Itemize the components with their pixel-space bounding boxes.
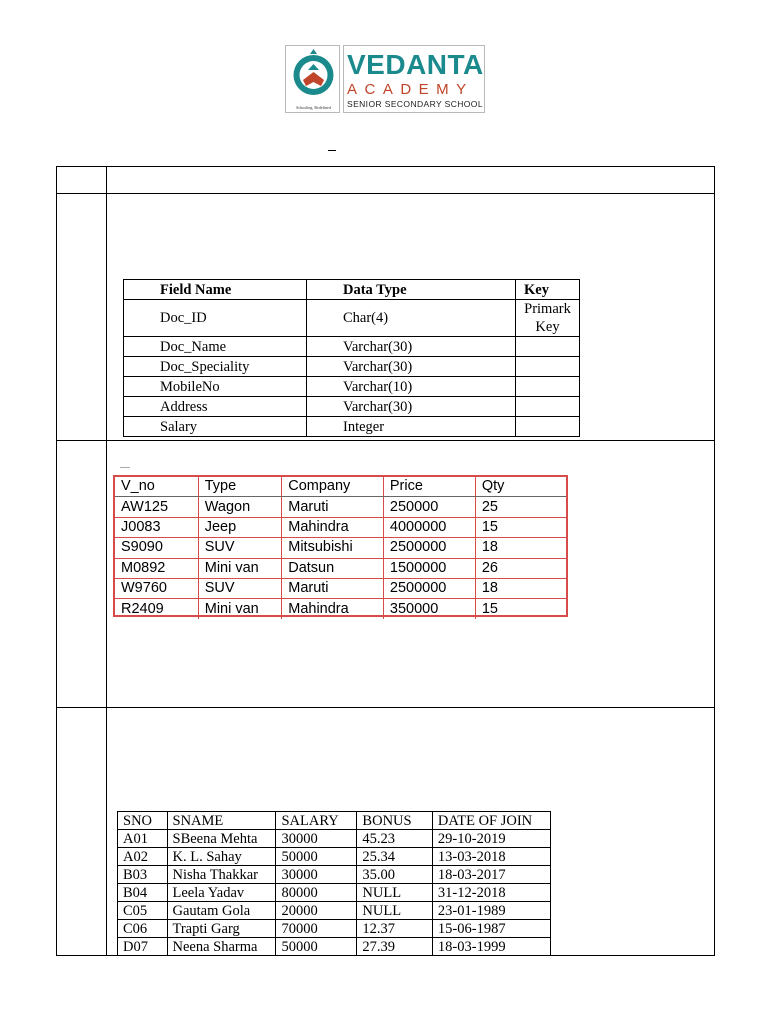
table-cell: 18-03-2017 — [432, 866, 550, 884]
table-cell: 4000000 — [383, 517, 475, 537]
table-cell: Gautam Gola — [167, 902, 276, 920]
table-cell: Varchar(30) — [307, 337, 516, 357]
table-row — [115, 599, 566, 619]
column-header: SNO — [118, 812, 168, 830]
table-cell: 1500000 — [383, 558, 475, 578]
table-row — [124, 357, 580, 377]
table-cell: SUV — [198, 578, 282, 598]
table-row — [118, 902, 551, 920]
table-cell: A02 — [118, 848, 168, 866]
table-header-row — [115, 477, 566, 497]
table-cell: Neena Sharma — [167, 938, 276, 956]
table-cell — [516, 417, 580, 437]
table-row — [124, 417, 580, 437]
table-cell: 23-01-1989 — [432, 902, 550, 920]
table-cell: C05 — [118, 902, 168, 920]
table-row — [118, 848, 551, 866]
table-row — [124, 300, 580, 337]
table-cell: Address — [124, 397, 307, 417]
table-header-row — [124, 280, 580, 300]
table-cell: 31-12-2018 — [432, 884, 550, 902]
grid-row-divider — [57, 707, 714, 708]
school-seal — [285, 45, 340, 113]
table-cell: AW125 — [115, 497, 198, 517]
table-cell: Wagon — [198, 497, 282, 517]
table-cell: 2500000 — [383, 578, 475, 598]
table-cell: SUV — [198, 538, 282, 558]
column-header: Price — [383, 477, 475, 497]
table-cell: S9090 — [115, 538, 198, 558]
column-header: Data Type — [307, 280, 516, 300]
table-cell: R2409 — [115, 599, 198, 619]
doctor-schema-table — [123, 279, 580, 437]
school-logo — [285, 45, 485, 113]
table-cell: 250000 — [383, 497, 475, 517]
column-header: BONUS — [357, 812, 432, 830]
table-cell: K. L. Sahay — [167, 848, 276, 866]
table-cell: M0892 — [115, 558, 198, 578]
table-cell: NULL — [357, 902, 432, 920]
table-cell: Primark Key — [516, 300, 580, 337]
school-type: SENIOR SECONDARY SCHOOL — [347, 99, 483, 109]
table-row — [115, 517, 566, 537]
table-cell: 18 — [475, 538, 566, 558]
table-cell: D07 — [118, 938, 168, 956]
column-header: SALARY — [276, 812, 357, 830]
table-row — [118, 866, 551, 884]
table-cell: 50000 — [276, 938, 357, 956]
table-row — [118, 920, 551, 938]
seal-caption: Schooling, Redefined — [296, 105, 331, 110]
table-cell: B04 — [118, 884, 168, 902]
table-cell: 2500000 — [383, 538, 475, 558]
table-cell: Mahindra — [282, 517, 384, 537]
table-cell: Maruti — [282, 497, 384, 517]
table-cell: 350000 — [383, 599, 475, 619]
seal-emblem-icon — [286, 46, 341, 106]
table-cell: MobileNo — [124, 377, 307, 397]
table-cell — [516, 377, 580, 397]
column-header: Qty — [475, 477, 566, 497]
table-cell — [516, 337, 580, 357]
table-cell: Mitsubishi — [282, 538, 384, 558]
table-cell — [516, 357, 580, 377]
table-cell: Char(4) — [307, 300, 516, 337]
table-cell: Nisha Thakkar — [167, 866, 276, 884]
column-header: Field Name — [124, 280, 307, 300]
table-cell: 80000 — [276, 884, 357, 902]
section-dash — [120, 467, 130, 468]
table-cell: 18 — [475, 578, 566, 598]
table-cell: Mini van — [198, 599, 282, 619]
table-row — [124, 397, 580, 417]
table-cell: 12.37 — [357, 920, 432, 938]
table-cell: Integer — [307, 417, 516, 437]
table-cell: C06 — [118, 920, 168, 938]
table-cell: Trapti Garg — [167, 920, 276, 938]
table-cell: 29-10-2019 — [432, 830, 550, 848]
table-cell: Salary — [124, 417, 307, 437]
table-cell: 50000 — [276, 848, 357, 866]
column-header: SNAME — [167, 812, 276, 830]
table-row — [118, 830, 551, 848]
table-header-row — [118, 812, 551, 830]
table-row — [115, 497, 566, 517]
column-header: Key — [516, 280, 580, 300]
table-cell: Datsun — [282, 558, 384, 578]
table-cell: SBeena Mehta — [167, 830, 276, 848]
table-cell: 15-06-1987 — [432, 920, 550, 938]
table-cell: 35.00 — [357, 866, 432, 884]
table-cell: Varchar(30) — [307, 397, 516, 417]
title-underscore — [328, 150, 336, 151]
table-row — [124, 377, 580, 397]
table-row — [118, 938, 551, 956]
table-cell: 25 — [475, 497, 566, 517]
column-header: Company — [282, 477, 384, 497]
table-cell: Doc_ID — [124, 300, 307, 337]
table-cell: Doc_Name — [124, 337, 307, 357]
vehicle-table-frame — [113, 475, 568, 617]
table-cell: 15 — [475, 517, 566, 537]
table-row — [115, 538, 566, 558]
vehicle-table — [115, 477, 566, 619]
table-cell: Maruti — [282, 578, 384, 598]
table-row — [115, 578, 566, 598]
table-cell: 26 — [475, 558, 566, 578]
table-cell: 13-03-2018 — [432, 848, 550, 866]
table-cell: Varchar(10) — [307, 377, 516, 397]
table-cell: Jeep — [198, 517, 282, 537]
table-cell: A01 — [118, 830, 168, 848]
table-cell: Mini van — [198, 558, 282, 578]
table-cell: Leela Yadav — [167, 884, 276, 902]
table-row — [115, 558, 566, 578]
table-row — [118, 884, 551, 902]
table-cell: 25.34 — [357, 848, 432, 866]
table-cell: J0083 — [115, 517, 198, 537]
column-header: V_no — [115, 477, 198, 497]
grid-column-divider — [106, 167, 107, 955]
table-cell: W9760 — [115, 578, 198, 598]
table-cell: 20000 — [276, 902, 357, 920]
grid-row-divider — [57, 440, 714, 441]
table-cell: Varchar(30) — [307, 357, 516, 377]
table-cell: Mahindra — [282, 599, 384, 619]
table-cell: Doc_Speciality — [124, 357, 307, 377]
table-cell: 30000 — [276, 830, 357, 848]
table-cell: 45.23 — [357, 830, 432, 848]
table-cell — [516, 397, 580, 417]
table-cell: 18-03-1999 — [432, 938, 550, 956]
grid-row-divider — [57, 193, 714, 194]
employee-table — [117, 811, 551, 956]
brand-name: VEDANTA — [347, 49, 484, 80]
table-cell: NULL — [357, 884, 432, 902]
column-header: DATE OF JOIN — [432, 812, 550, 830]
table-cell: B03 — [118, 866, 168, 884]
table-cell: 27.39 — [357, 938, 432, 956]
table-cell: 70000 — [276, 920, 357, 938]
brand-box — [343, 45, 485, 113]
brand-subtitle: ACADEMY — [347, 81, 474, 98]
table-cell: 30000 — [276, 866, 357, 884]
table-cell: 15 — [481, 600, 498, 617]
table-row — [124, 337, 580, 357]
column-header: Type — [198, 477, 282, 497]
